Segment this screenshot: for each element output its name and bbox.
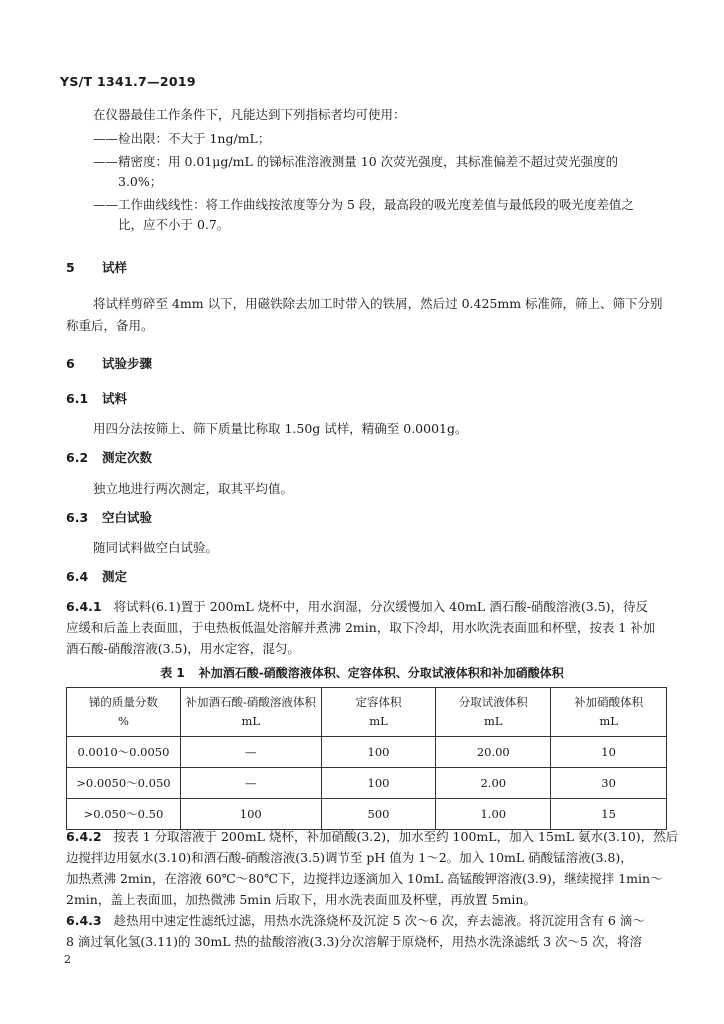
section-6-2-text: 独立地进行两次测定，取其平均值。 xyxy=(93,481,294,496)
table-cell: 100 xyxy=(321,768,436,799)
section-5-heading xyxy=(66,258,127,276)
table-cell: 15 xyxy=(551,799,667,830)
criterion-precision-cont: 3.0%； xyxy=(118,174,163,189)
section-6-4-1-text-cont: 酒石酸-硝酸溶液(3.5)，用水定容，混匀。 xyxy=(66,641,300,656)
standard-number: YS/T 1341.7—2019 xyxy=(60,74,196,89)
section-6-4-heading xyxy=(66,567,127,585)
table-row xyxy=(67,768,667,799)
intro-text: 在仪器最佳工作条件下，凡能达到下列指标者均可使用： xyxy=(93,107,406,122)
table-cell: — xyxy=(180,737,321,768)
section-title: 试料 xyxy=(102,391,128,406)
section-title: 试样 xyxy=(102,260,128,275)
section-6-4-3-text xyxy=(66,910,645,931)
section-6-2-heading xyxy=(66,448,152,466)
section-6-4-2-text-cont: 2min，盖上表面皿，加热微沸 5min 后取下，用水洗表面皿及杯壁，再放置 5min。 xyxy=(66,892,536,907)
table-row xyxy=(67,799,667,830)
table-cell: >0.050～0.50 xyxy=(67,799,181,830)
table-1-caption xyxy=(0,664,724,681)
table-cell: — xyxy=(180,768,321,799)
section-number: 6.4.2 xyxy=(66,829,102,844)
section-title: 试验步骤 xyxy=(102,356,153,371)
section-number: 5 xyxy=(66,260,75,275)
column-header: 锑的质量分数 % xyxy=(67,688,181,737)
table-cell: 100 xyxy=(180,799,321,830)
table-cell: 10 xyxy=(551,737,667,768)
paragraph-line: 趁热用中速定性滤纸过滤，用热水洗涤烧杯及沉淀 5 次～6 次，弃去滤液。将沉淀用含有 6 滴～ xyxy=(113,913,645,928)
section-title: 空白试验 xyxy=(102,510,153,525)
paragraph-line: 按表 1 分取溶液于 200mL 烧杯，补加硝酸(3.2)，加水至约 100mL，加入 15mL 氨水(3.10)，然后 xyxy=(113,829,679,844)
section-5-text: 将试样剪碎至 4mm 以下，用磁铁除去加工时带入的铁屑，然后过 0.425mm 标准筛，筛上、筛下分别 xyxy=(93,296,663,311)
section-6-4-2-text-cont: 加热煮沸 2min，在溶液 60℃～80℃下，边搅拌边逐滴加入 10mL 高锰酸钾溶液(3.9)，继续搅拌 1min～ xyxy=(66,871,663,886)
table-cell: 20.00 xyxy=(436,737,551,768)
section-6-4-2-text-cont: 边搅拌边用氨水(3.10)和酒石酸-硝酸溶液(3.5)调节至 pH 值为 1～2。加入 10mL 硝酸锰溶液(3.8)， xyxy=(66,850,633,865)
table-cell: 30 xyxy=(551,768,667,799)
table-cell: 100 xyxy=(321,737,436,768)
section-6-3-heading xyxy=(66,508,152,526)
section-number: 6.4.1 xyxy=(66,599,102,614)
section-5-text-cont: 称重后，备用。 xyxy=(66,318,154,333)
page-number: 2 xyxy=(64,953,71,966)
table-1 xyxy=(66,687,667,830)
table-header-row xyxy=(67,688,667,737)
section-number: 6.4.3 xyxy=(66,913,102,928)
table-cell: 2.00 xyxy=(436,768,551,799)
table-cell: 1.00 xyxy=(436,799,551,830)
section-6-heading xyxy=(66,354,152,372)
section-number: 6 xyxy=(66,356,75,371)
section-number: 6.1 xyxy=(66,391,89,406)
section-title: 测定 xyxy=(102,569,128,584)
column-header: 补加酒石酸-硝酸溶液体积 mL xyxy=(180,688,321,737)
criterion-detection-limit: ——检出限：不大于 1ng/mL； xyxy=(93,131,271,146)
column-header: 定容体积 mL xyxy=(321,688,436,737)
section-title: 测定次数 xyxy=(102,450,153,465)
table-row xyxy=(67,737,667,768)
criterion-linearity: ——工作曲线线性：将工作曲线按浓度等分为 5 段，最高段的吸光度差值与最低段的吸光度差值之 xyxy=(93,197,634,212)
column-header: 补加硝酸体积 mL xyxy=(551,688,667,737)
section-6-4-1-text xyxy=(66,596,648,617)
paragraph-line: 将试料(6.1)置于 200mL 烧杯中，用水润湿，分次缓慢加入 40mL 酒石酸-硝酸溶液(3.5)，待反 xyxy=(113,599,649,614)
section-6-3-text: 随同试料做空白试验。 xyxy=(93,540,219,555)
section-6-1-text: 用四分法按筛上、筛下质量比称取 1.50g 试样，精确至 0.0001g。 xyxy=(93,421,468,436)
table-cell: 500 xyxy=(321,799,436,830)
section-number: 6.3 xyxy=(66,510,89,525)
column-header: 分取试液体积 mL xyxy=(436,688,551,737)
table-cell: 0.0010～0.0050 xyxy=(67,737,181,768)
table-cell: >0.0050～0.050 xyxy=(67,768,181,799)
section-6-1-heading xyxy=(66,389,127,407)
section-6-4-1-text-cont: 应缓和后盖上表面皿，于电热板低温处溶解并煮沸 2min，取下冷却，用水吹洗表面皿和杯壁，按表 1 补加 xyxy=(66,620,656,635)
criterion-precision: ——精密度：用 0.01μg/mL 的锑标准溶液测量 10 次荧光强度，其标准偏差不超过荧光强度的 xyxy=(93,154,619,169)
section-number: 6.4 xyxy=(66,569,89,584)
criterion-linearity-cont: 比，应不小于 0.7。 xyxy=(118,217,230,232)
section-6-4-3-text-cont: 8 滴过氧化氢(3.11)的 30mL 热的盐酸溶液(3.3)分次溶解于原烧杯，用热水洗涤滤纸 3 次～5 次，将溶 xyxy=(66,934,642,949)
section-6-4-2-text xyxy=(66,826,678,847)
section-number: 6.2 xyxy=(66,450,89,465)
table-title: 补加酒石酸-硝酸溶液体积、定容体积、分取试液体积和补加硝酸体积 xyxy=(198,666,564,680)
table-label: 表 1 xyxy=(160,666,185,680)
